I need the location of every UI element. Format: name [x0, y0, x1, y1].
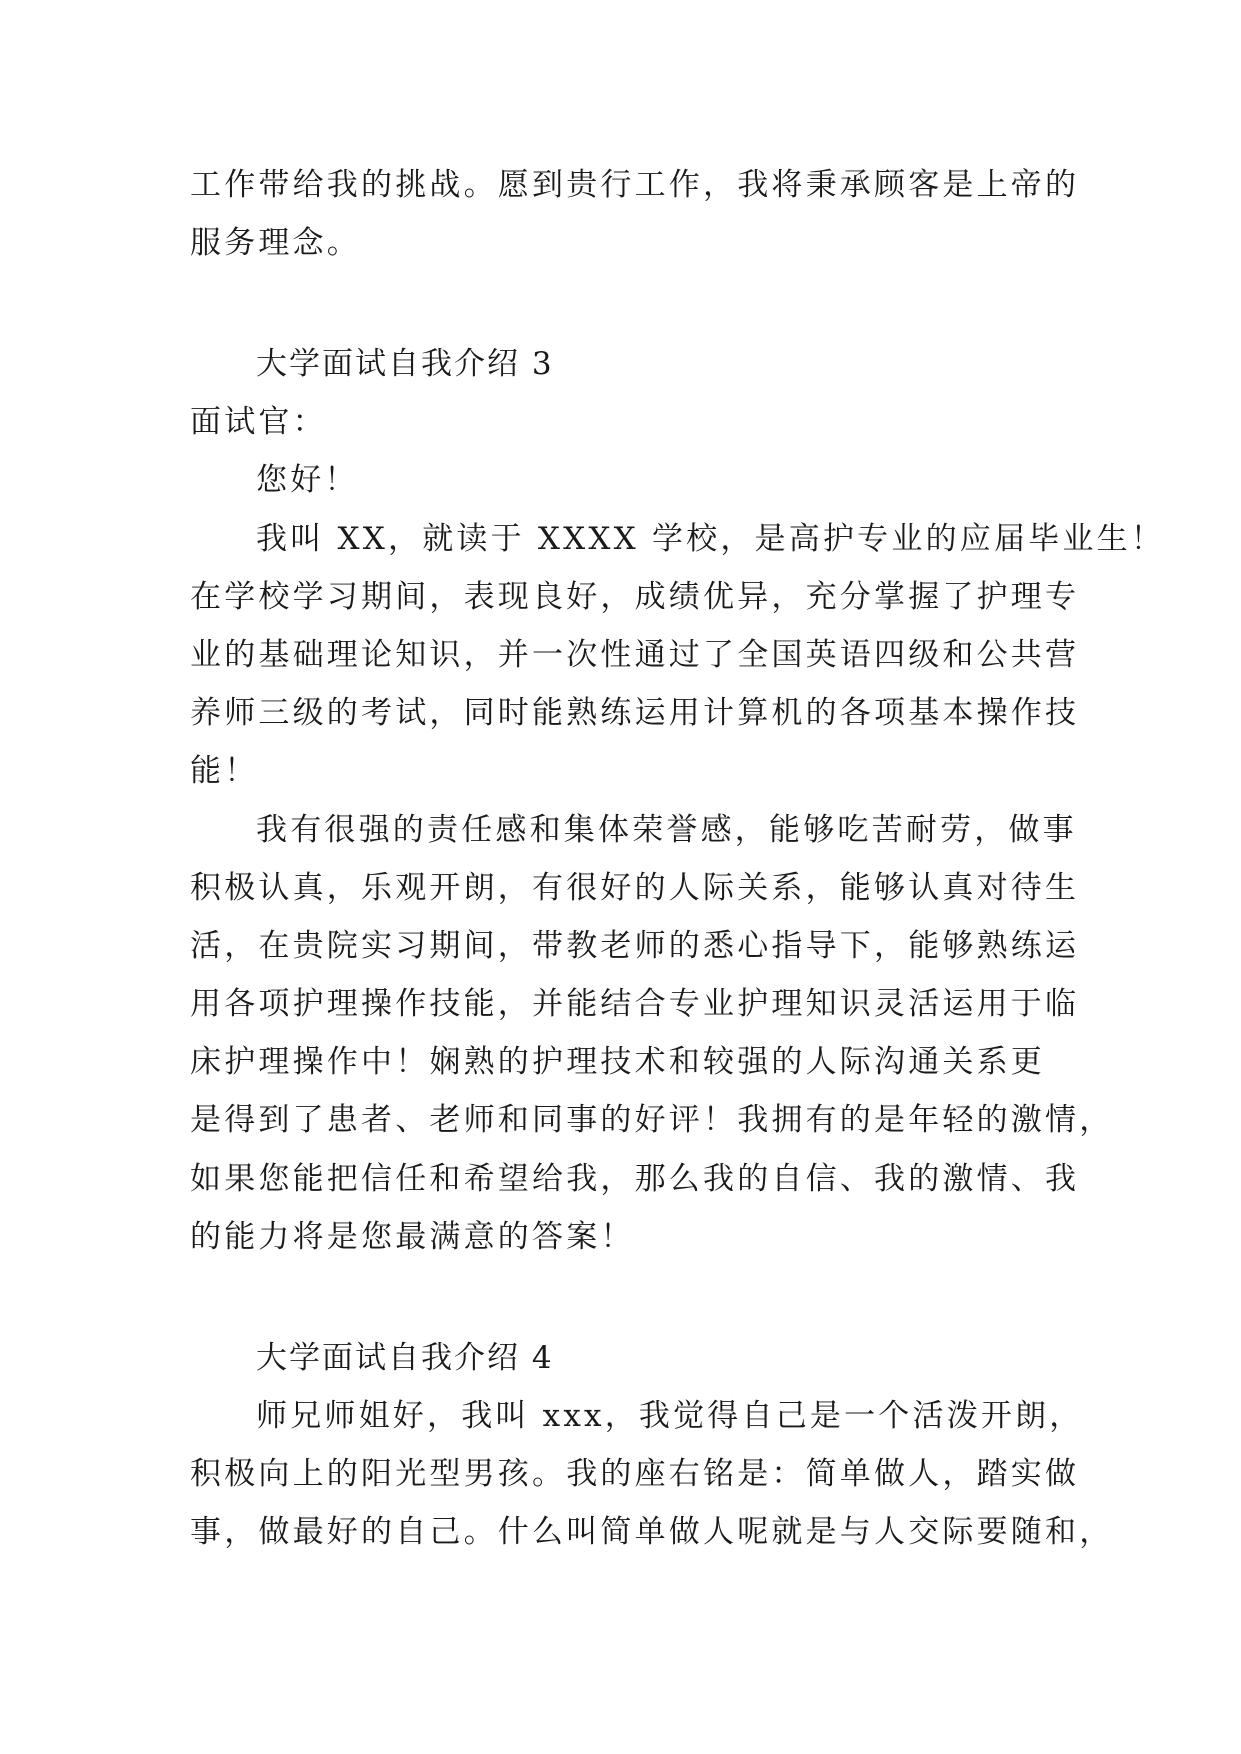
text-line: 积极向上的阳光型男孩。我的座右铭是：简单做人，踏实做: [190, 1456, 1080, 1492]
text-line: 如果您能把信任和希望给我，那么我的自信、我的激情、我: [190, 1161, 1080, 1197]
text-line: 师兄师姐好，我叫 xxx，我觉得自己是一个活泼开朗，: [256, 1398, 1084, 1434]
salutation: 面试官：: [190, 404, 327, 440]
text-line: 养师三级的考试，同时能熟练运用计算机的各项基本操作技: [190, 695, 1080, 731]
text-line: 工作带给我的挑战。愿到贵行工作，我将秉承顾客是上帝的: [190, 167, 1080, 203]
text-line: 在学校学习期间，表现良好，成绩优异，充分掌握了护理专: [190, 579, 1080, 615]
text-line: 我有很强的责任感和集体荣誉感，能够吃苦耐劳，做事: [256, 812, 1077, 848]
greeting: 您好！: [256, 462, 359, 498]
text-line: 业的基础理论知识，并一次性通过了全国英语四级和公共营: [190, 637, 1080, 673]
text-line: 床护理操作中！娴熟的护理技术和较强的人际沟通关系更: [190, 1044, 1045, 1080]
text-line: 事，做最好的自己。什么叫简单做人呢就是与人交际要随和，: [190, 1514, 1114, 1550]
text-line: 是得到了患者、老师和同事的好评！我拥有的是年轻的激情，: [190, 1102, 1114, 1138]
text-line: 能！: [190, 753, 259, 789]
text-line: 积极认真，乐观开朗，有很好的人际关系，能够认真对待生: [190, 870, 1080, 906]
text-line: 服务理念。: [190, 225, 361, 261]
text-line: 的能力将是您最满意的答案！: [190, 1219, 635, 1255]
section-heading: 大学面试自我介绍 4: [256, 1340, 554, 1376]
text-line: 我叫 XX，就读于 XXXX 学校，是高护专业的应届毕业生！: [256, 521, 1165, 557]
text-line: 活，在贵院实习期间，带教老师的悉心指导下，能够熟练运: [190, 928, 1080, 964]
section-heading: 大学面试自我介绍 3: [256, 346, 554, 382]
text-line: 用各项护理操作技能，并能结合专业护理知识灵活运用于临: [190, 986, 1080, 1022]
